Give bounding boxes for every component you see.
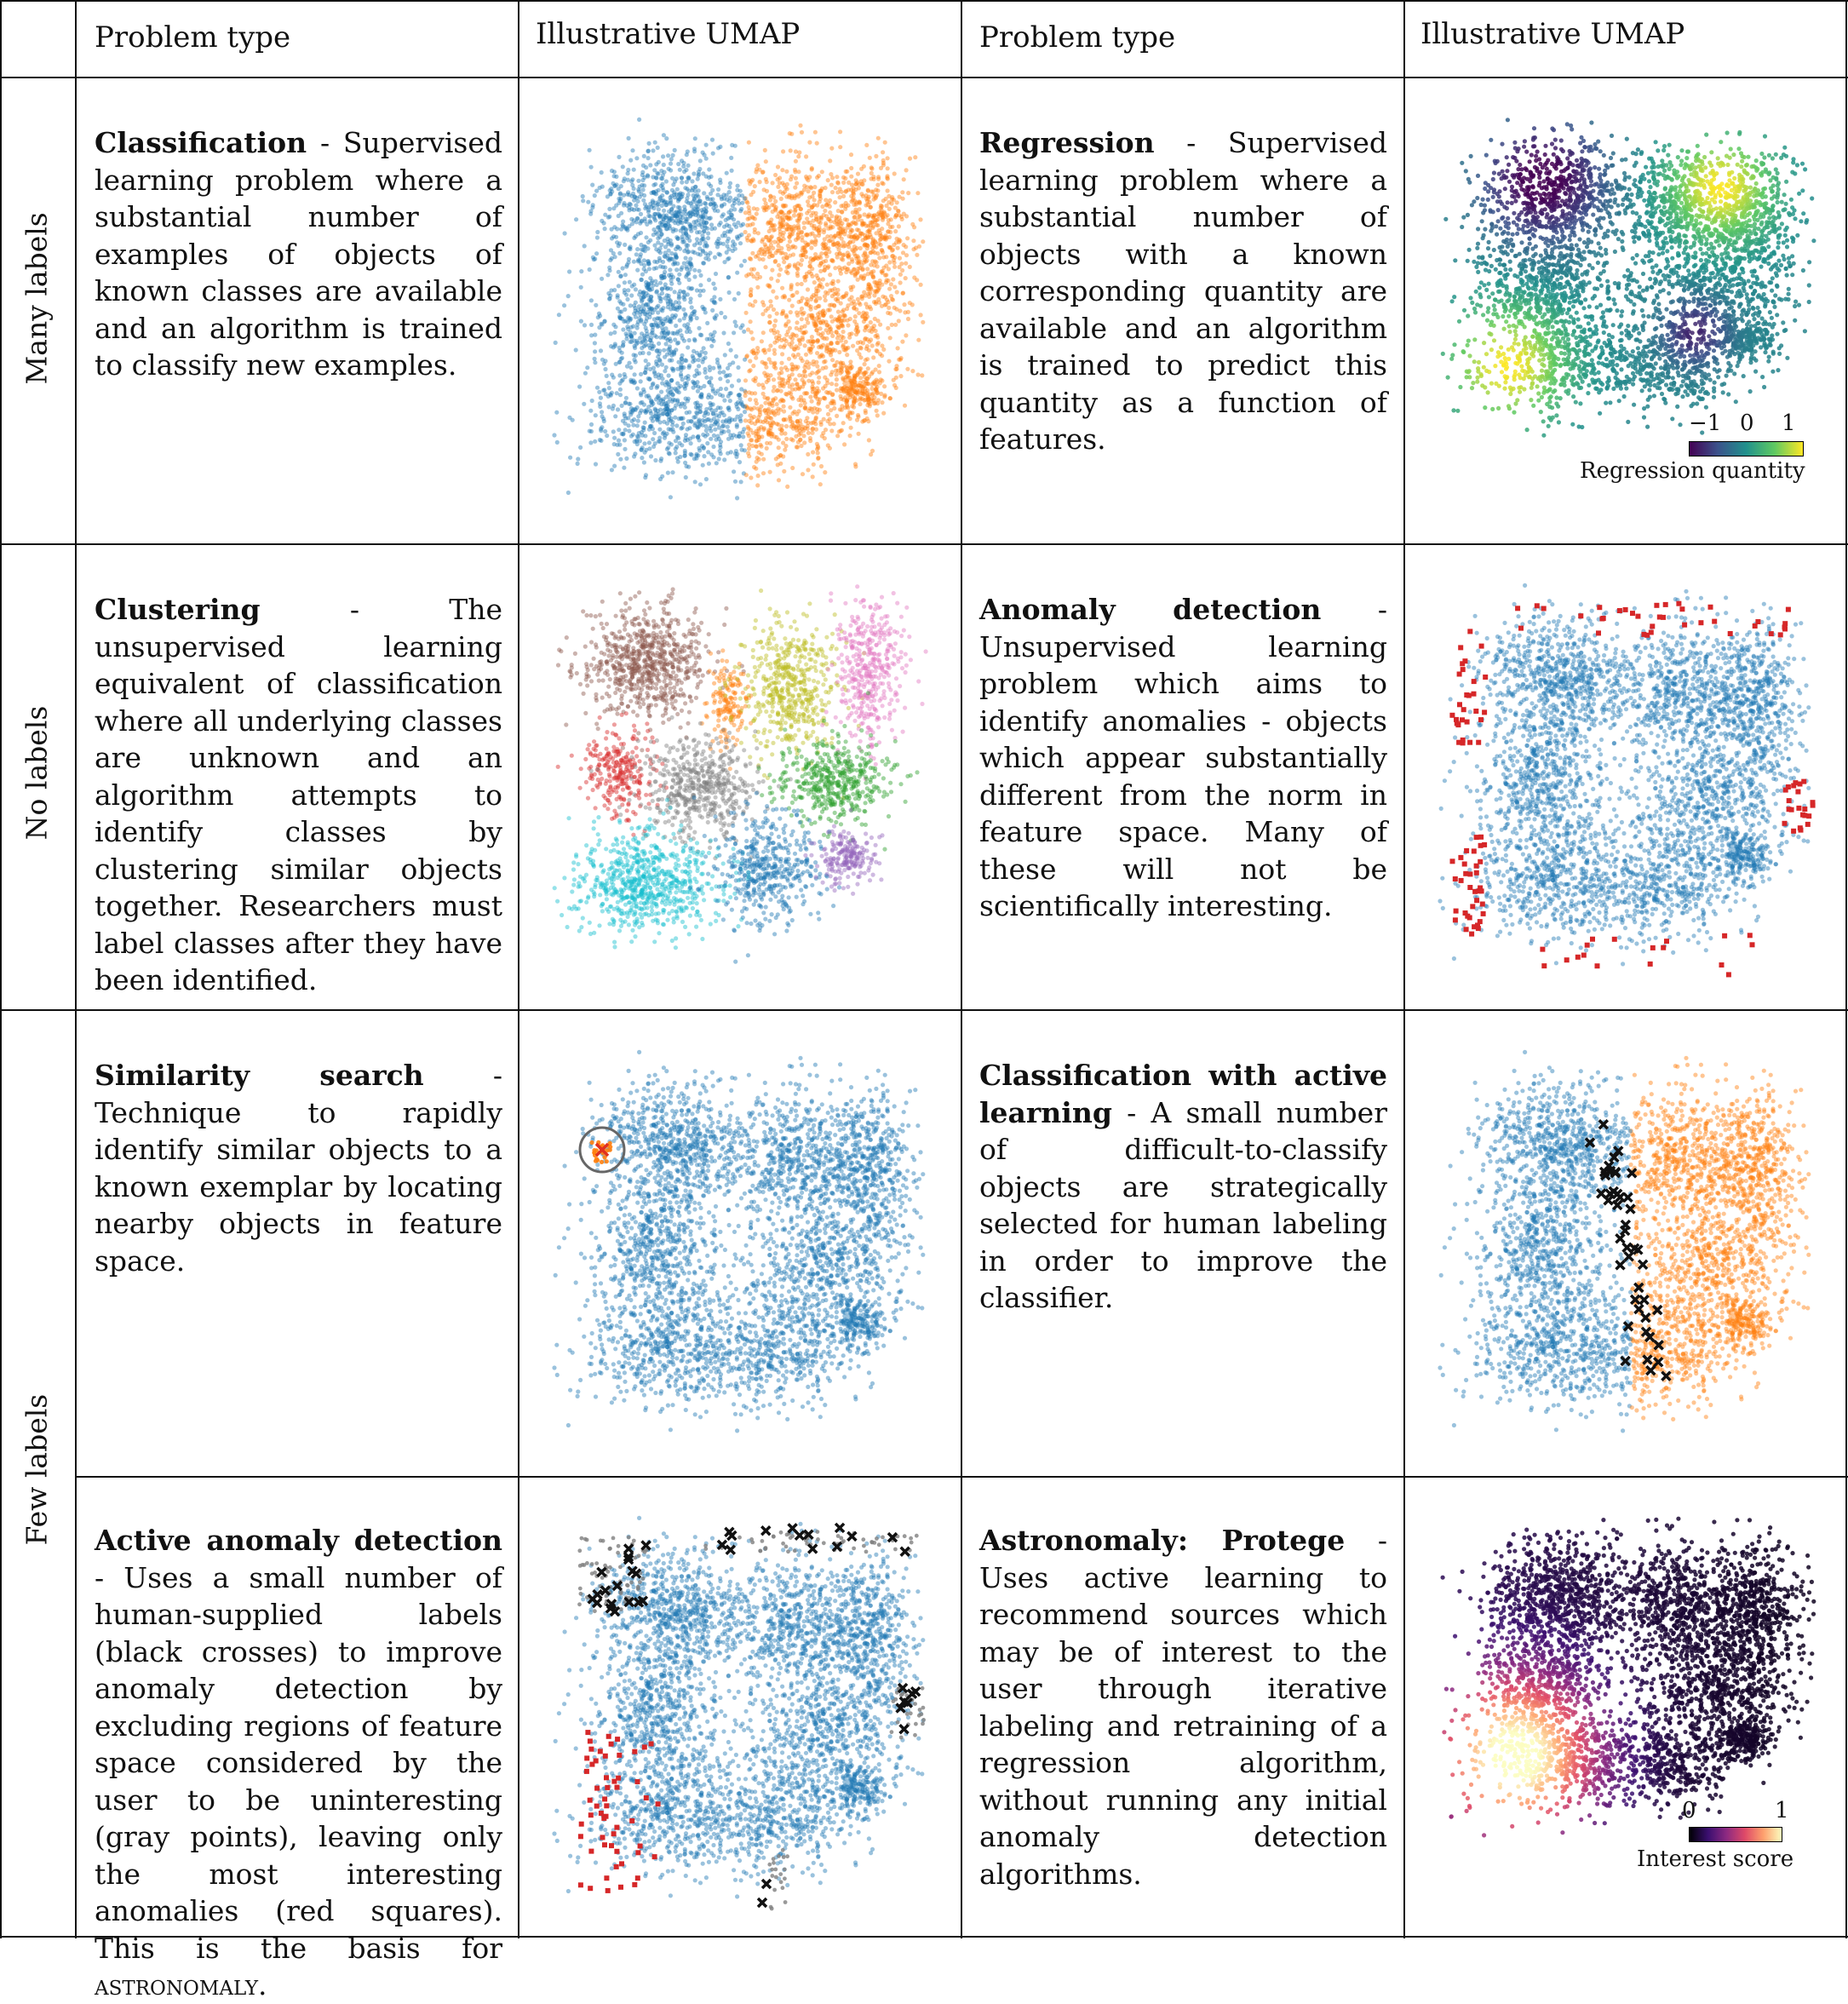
text-active-anomaly: - Uses a small number of human-supplied labels (black crosses) to improve anomaly detection by excluding regions of feature space considered by the user to be uninteresting (gray points), leaving only the most interesting anomalies (red squares). This is the basis for (95, 1561, 502, 1965)
astronomaly-smallcaps: astronomaly (95, 1968, 258, 2001)
desc-active-class (979, 1057, 1387, 1317)
umap-clustering (545, 577, 937, 985)
colorbar-regression (1689, 441, 1804, 458)
title-active-class: Classification with active learning (979, 1059, 1387, 1129)
title-protege: Astronomaly: Protege (979, 1524, 1345, 1557)
header-problem-type: Problem type (95, 20, 290, 55)
row-label-few: Few labels (20, 1401, 54, 1546)
colorbar-label: Interest score (1637, 1846, 1793, 1872)
desc-regression (979, 124, 1387, 458)
text-regression: - Supervised learning problem where a substantial number of objects with a known corresponding quantity are available and an algorithm is trained to predict this quantity as a function of features. (979, 126, 1387, 456)
table-col-divider (1403, 0, 1405, 1938)
row-label-many: Many labels (20, 232, 54, 385)
header-problem-type: Problem type (979, 20, 1175, 55)
table-border-left (0, 0, 2, 1938)
title-active-anomaly: Active anomaly detection (95, 1524, 502, 1557)
text-similarity: - Technique to rapidly identify similar objects to a known exemplar by locating nearby objects in feature space. (95, 1059, 502, 1278)
desc-clustering (95, 591, 502, 999)
header-umap: Illustrative UMAP (536, 17, 800, 51)
title-clustering: Clustering (95, 593, 261, 626)
colorbar-tick: 0 (1740, 411, 1754, 436)
text-classification: - Supervised learning problem where a substantial number of examples of objects of known classes are available and an algorithm is trained to classify new examples. (95, 126, 502, 382)
title-anomaly: Anomaly detection (979, 593, 1321, 626)
text-protege: - Uses active learning to recommend sources which may be of interest to the user through iterative labeling and retraining of a regression algorithm, without running any initial anomaly detection algorithms. (979, 1524, 1387, 1891)
desc-similarity (95, 1057, 502, 1279)
text-active-anomaly-end: . (258, 1968, 267, 2001)
text-anomaly: - Unsupervised learning problem which aims to identify anomalies - objects which appear substantially different from the norm in feature space. Many of these will not be scientifically interesting. (979, 593, 1387, 922)
table-row-divider (0, 77, 1848, 78)
title-similarity: Similarity search (95, 1059, 424, 1092)
title-classification: Classification (95, 126, 307, 159)
umap-active-classification (1431, 1043, 1822, 1452)
desc-anomaly (979, 591, 1387, 925)
table-border-right (1845, 0, 1847, 1938)
header-umap: Illustrative UMAP (1420, 17, 1684, 51)
umap-protege (1431, 1509, 1822, 1850)
umap-classification (545, 111, 937, 520)
title-regression: Regression (979, 126, 1155, 159)
table-col-divider (75, 0, 77, 1938)
colorbar-tick: 1 (1775, 1798, 1789, 1823)
desc-protege (979, 1522, 1387, 1892)
desc-active-anomaly (95, 1522, 502, 2004)
colorbar-gradient (1689, 441, 1804, 456)
row-label-no: No labels (20, 705, 54, 841)
colorbar-tick: −1 (1689, 411, 1721, 436)
colorbar-label: Regression quantity (1580, 458, 1805, 484)
umap-similarity (545, 1043, 937, 1452)
table-row-divider (0, 543, 1848, 545)
text-clustering: - The unsupervised learning equivalent of classification where all underlying classes are unknown and an algorithm attempts to identify classes by clustering similar objects together. Researchers must label classes after they have been identified. (95, 593, 502, 996)
table-row-divider (0, 1009, 1848, 1011)
table-border-top (0, 0, 1848, 2)
desc-classification (95, 124, 502, 384)
colorbar-tick: 1 (1782, 411, 1796, 436)
umap-anomaly (1431, 577, 1822, 985)
colorbar-gradient (1689, 1827, 1782, 1842)
text-active-class: - A small number of difficult-to-classify objects are strategically selected for human labeling in order to improve the classifier. (979, 1096, 1387, 1315)
umap-active-anomaly (545, 1509, 937, 1918)
table-col-divider (518, 0, 519, 1938)
umap-regression (1431, 111, 1822, 451)
colorbar-tick: 0 (1682, 1798, 1696, 1823)
table-col-divider (961, 0, 962, 1938)
colorbar-interest (1689, 1827, 1782, 1844)
